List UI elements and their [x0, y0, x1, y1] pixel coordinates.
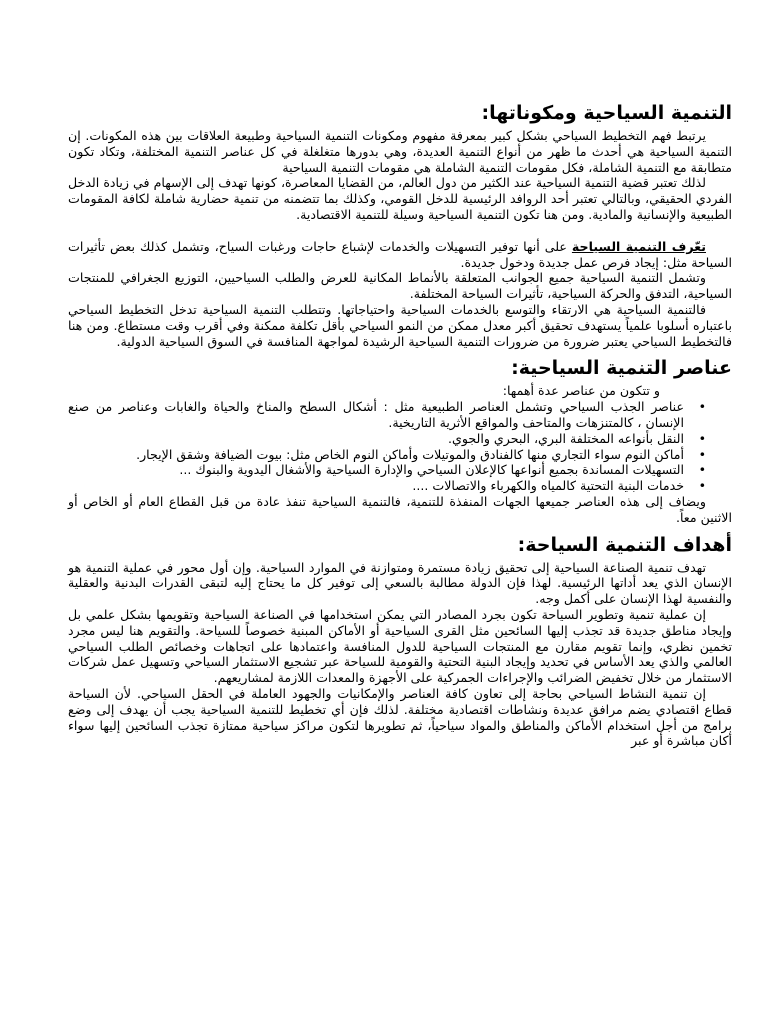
list-item-text: النقل بأنواعه المختلفة البري، البحري والجوي. [447, 430, 684, 446]
elements-list [68, 399, 732, 494]
definition-text: على أنها توفير التسهيلات والخدمات لإشباع حاجات ورغبات السياح، وتشمل كذلك بعض تأثيرات السياحة مثل: إيجاد فرص عمل جديدة ودخول جديدة. [68, 238, 732, 270]
document-page [68, 100, 732, 749]
paragraph: لذلك تعتبر قضية التنمية السياحية عند الكثير من دول العالم، من القضايا المعاصرة، كونها تهدف إلى الإسهام في زيادة الدخل الفردي الحقيقي، وبالتالي تعتبر أحد الروافد الرئيسية للدخل القومي، وكذلك بما تتضمنه من تنمية حضارية شاملة لكافة المقومات الطبيعية والإنسانية والمادية. ومن هنا تكون التنمية السياحية وسيلة للتنمية الاقتصادية. [68, 175, 732, 222]
paragraph: ويضاف إلى هذه العناصر جميعها الجهات المنفذة للتنمية، فالتنمية السياحية تنفذ عادة من قبل القطاع العام أو الخاص أو الاثنين معاً. [68, 493, 732, 525]
list-item-text: خدمات البنية التحتية كالمياه والكهرباء والاتصالات .... [412, 478, 684, 494]
bullet-icon: • [698, 478, 706, 494]
section-title-tourism-development: التنمية السياحية ومكوناتها: [481, 102, 732, 124]
bullet-icon: • [698, 446, 706, 462]
paragraph: إن عملية تنمية وتطوير السياحة تكون بجرد المصادر التي يمكن استخدامها في الصناعة السياحية وتقويمها بشكل علمي بل وإيجاد مناطق جديدة قد تجذب إليها السائحين مثل القرى السياحية أو الأماكن المبنية خصوصاً للسياحة. والتقويم هنا ليس مجرد تخمين نظري، وإنما تقويم مقارن مع المنتجات السياحية للدول المنافسة واعتمادها على اتجاهات وخصائص الطلب السياحي العالمي والذي يعد الأساس في تحديد وإيجاد البنية التحتية والقومية للسياحة عبر تشجيع الاستثمار السياحي وتسهيل عمل شركات الاستثمار من خلال تخفيض الضرائب والإجراءات الجمركية على الأجهزة والمعدات اللازمة لمشاريعهم. [68, 606, 732, 686]
list-item [68, 478, 706, 494]
definition-paragraph [68, 239, 732, 271]
section-title-elements: عناصر التنمية السياحية: [511, 357, 732, 380]
section-title-objectives: أهداف التنمية السياحة: [517, 533, 732, 556]
elements-intro: و تتكون من عناصر عدة أهمها: [502, 383, 660, 399]
paragraph: تهدف تنمية الصناعة السياحية إلى تحقيق زيادة مستمرة ومتوازنة في الموارد السياحية. وإن أول محور في عملية التنمية هو الإنسان الذي يعد أداتها الرئيسية. لهذا فإن الدولة مطالبة بالسعي إلى توفير كل ما يحتاج إليه لتبقى القدرات البدنية والعقلية والنفسية لهذا الإنسان على أكمل وجه. [68, 559, 732, 607]
bullet-icon: • [698, 399, 706, 415]
list-item-text: التسهيلات المساندة بجميع أنواعها كالإعلان السياحي والإدارة السياحية والأشغال اليدوية والبنوك ... [179, 462, 684, 478]
list-item [68, 447, 706, 463]
list-item-text: أماكن النوم سواء التجاري منها كالفنادق والموتيلات وأماكن النوم الخاص مثل: بيوت الضيافة وشقق الإيجار. [136, 446, 684, 462]
paragraph: إن تنمية النشاط السياحي بحاجة إلى تعاون كافة العناصر والإمكانيات والجهود العاملة في الحقل السياحي. لأن السياحة قطاع اقتصادي يضم مرافق عديدة ونشاطات اقتصادية مختلفة. لذلك فإن أي تخطيط للتنمية السياحية يجب أن يهدف إلى وضع برامج من أجل استخدام الأماكن والمناطق والمواد سياحياً، ثم تطويرها لتكون مراكز سياحية ممتازة تجذب السائحين إليها سواء أكان مباشرة أو عبر [68, 685, 732, 749]
paragraph: فالتنمية السياحية هي الارتقاء والتوسع بالخدمات السياحية واحتياجاتها. وتتطلب التنمية السياحية تدخل التخطيط السياحي باعتباره أسلوبا علمياً يستهدف تحقيق أكبر معدل ممكن من النمو السياحي بأقل تكلفة ممكنة وفي أقرب وقت مستطاع. ومن هنا فالتخطيط السياحي يعتبر ضرورة من ضرورات التنمية السياحية الرشيدة لمواجهة المنافسة في السوق السياحية الدولية. [68, 301, 732, 349]
list-item [68, 462, 706, 478]
paragraph: وتشمل التنمية السياحية جميع الجوانب المتعلقة بالأنماط المكانية للعرض والطلب السياحيين، التوزيع الجغرافي للمنتجات السياحية، التدفق والحركة السياحية، تأثيرات السياحة المختلفة. [68, 270, 732, 302]
paragraph: يرتبط فهم التخطيط السياحي بشكل كبير بمعرفة مفهوم ومكونات التنمية السياحية وطبيعة العلاقات بين هذه المكونات. إن التنمية السياحية هي أحدث ما ظهر من أنواع التنمية العديدة، وهي بدورها متغلغلة في كل عناصر التنمية المختلفة، وتكاد تكون متطابقة مع التنمية الشاملة، فكل مقومات التنمية الشاملة هي مقومات التنمية السياحية [68, 128, 732, 175]
bullet-icon: • [698, 430, 706, 446]
list-item [68, 399, 706, 431]
spacer [68, 223, 732, 239]
list-item [68, 431, 706, 447]
bullet-icon: • [698, 462, 706, 478]
list-item-text: عناصر الجذب السياحي وتشمل العناصر الطبيعية مثل : أشكال السطح والمناخ والحياة والغابات وعناصر من صنع الإنسان ، كالمتنزهات والمتاحف والمواقع الأثرية التاريخية. [68, 399, 684, 430]
definition-term: تعّرف التنمية السياحة [571, 238, 706, 254]
